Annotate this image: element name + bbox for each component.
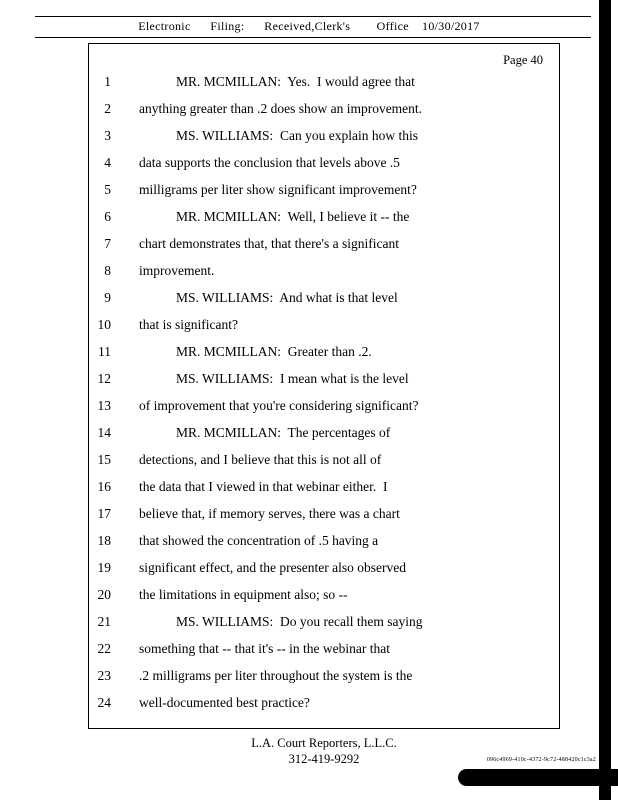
line-number: 7: [104, 236, 111, 251]
transcript-line: [89, 122, 559, 149]
document-id-stamp: 096c4969-410c-4372-9c72-488420c1c3a2: [486, 757, 596, 763]
transcript-line: [89, 68, 559, 95]
line-text: MS. WILLIAMS: Can you explain how this: [176, 128, 418, 143]
line-text: chart demonstrates that, that there's a significant: [139, 236, 399, 251]
line-text: something that -- that it's -- in the webinar that: [139, 641, 390, 656]
transcript-line: [89, 446, 559, 473]
line-number: 15: [97, 452, 111, 467]
line-text: that is significant?: [139, 317, 238, 332]
line-number: 5: [104, 182, 111, 197]
transcript-line: [89, 311, 559, 338]
line-text: believe that, if memory serves, there was a chart: [139, 506, 400, 521]
transcript-line: [89, 95, 559, 122]
transcript-line: [89, 662, 559, 689]
line-number: 16: [97, 479, 111, 494]
line-number: 17: [97, 506, 111, 521]
transcript-line: [89, 149, 559, 176]
line-text: significant effect, and the presenter also observed: [139, 560, 407, 575]
transcript-line: [89, 608, 559, 635]
transcript-line: [89, 581, 559, 608]
line-text: .2 milligrams per liter throughout the system is the: [139, 668, 413, 683]
line-text: MR. MCMILLAN: Well, I believe it -- the: [176, 209, 410, 224]
page-number-label: Page 40: [503, 53, 543, 67]
line-text: MR. MCMILLAN: Yes. I would agree that: [176, 74, 415, 89]
line-text: anything greater than .2 does show an improvement.: [139, 101, 423, 116]
transcript-line: [89, 554, 559, 581]
line-text: milligrams per liter show significant improvement?: [139, 182, 417, 197]
transcript-line: [89, 527, 559, 554]
line-number: 20: [97, 587, 111, 602]
line-number: 12: [97, 371, 111, 386]
line-text: detections, and I believe that this is not all of: [139, 452, 382, 467]
line-number: 11: [98, 344, 111, 359]
line-number: 19: [97, 560, 111, 575]
efiling-stamp-header: Electronic Filing: Received,Clerk's Office 10/30/2017: [138, 19, 480, 33]
transcript-line: [89, 365, 559, 392]
transcript-line: [89, 500, 559, 527]
line-text: improvement.: [139, 263, 215, 278]
transcript-body-box: [88, 43, 560, 729]
line-number: 21: [97, 614, 111, 629]
line-text: that showed the concentration of .5 having a: [139, 533, 379, 548]
line-number: 14: [97, 425, 111, 440]
transcript-line: [89, 635, 559, 662]
transcript-line: [89, 230, 559, 257]
line-number: 22: [97, 641, 111, 656]
transcript-line: [89, 392, 559, 419]
line-text: data supports the conclusion that levels above .5: [139, 155, 400, 170]
line-text: MS. WILLIAMS: And what is that level: [176, 290, 398, 305]
transcript-line: [89, 257, 559, 284]
line-number: 13: [97, 398, 111, 413]
line-number: 10: [97, 317, 111, 332]
line-number: 3: [104, 128, 111, 143]
line-number: 24: [97, 695, 111, 710]
line-number: 4: [104, 155, 111, 170]
scan-artifact-bar: [458, 769, 618, 786]
header-rule-bottom: [35, 37, 591, 38]
line-number: 2: [104, 101, 111, 116]
line-number: 18: [97, 533, 111, 548]
header-rule-top: [35, 16, 591, 17]
transcript-line: [89, 419, 559, 446]
transcript-line: [89, 284, 559, 311]
line-text: the limitations in equipment also; so --: [139, 587, 348, 602]
reporter-phone: 312-419-9292: [288, 752, 360, 766]
line-number: 6: [104, 209, 111, 224]
transcript-line: [89, 689, 559, 716]
transcript-line: [89, 473, 559, 500]
transcript-line: [89, 176, 559, 203]
line-text: MR. MCMILLAN: The percentages of: [176, 425, 391, 440]
line-text: MS. WILLIAMS: I mean what is the level: [176, 371, 409, 386]
transcript-line: [89, 338, 559, 365]
line-text: well-documented best practice?: [139, 695, 310, 710]
line-text: MR. MCMILLAN: Greater than .2.: [176, 344, 372, 359]
line-text: the data that I viewed in that webinar either. I: [139, 479, 388, 494]
line-number: 1: [104, 74, 111, 89]
scan-edge-shadow: [599, 0, 611, 800]
line-number: 23: [97, 668, 111, 683]
line-number: 9: [104, 290, 111, 305]
reporter-name: L.A. Court Reporters, L.L.C.: [251, 736, 397, 750]
transcript-lines: [89, 68, 559, 716]
line-number: 8: [104, 263, 111, 278]
transcript-line: [89, 203, 559, 230]
line-text: of improvement that you're considering significant?: [139, 398, 419, 413]
line-text: MS. WILLIAMS: Do you recall them saying: [176, 614, 423, 629]
